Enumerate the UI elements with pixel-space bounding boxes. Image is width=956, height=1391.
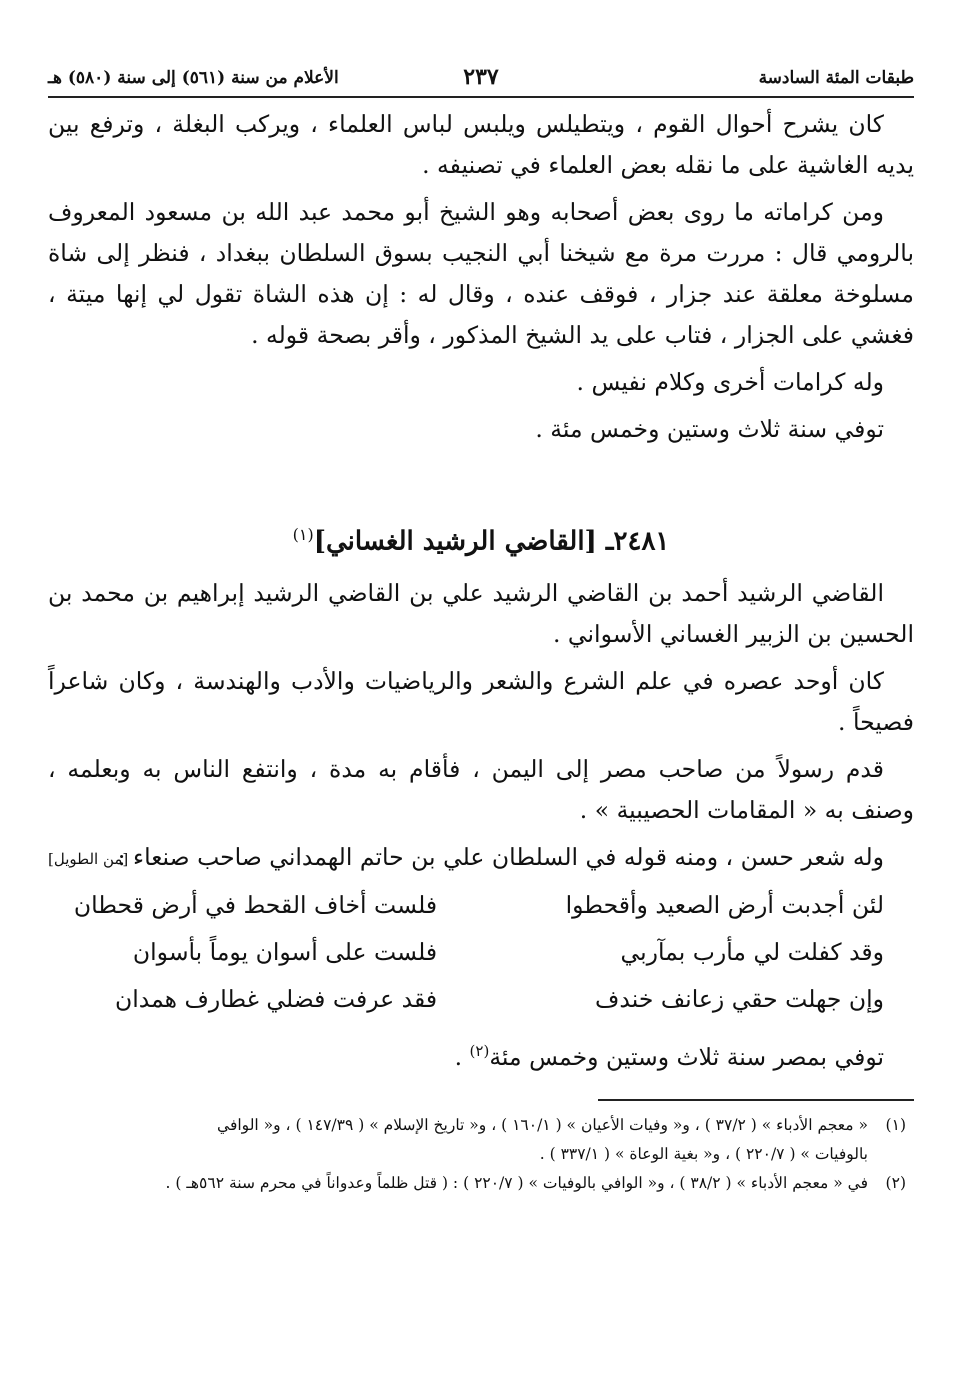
footnote-number: (٢) <box>885 1174 906 1193</box>
paragraph: كان يشرح أحوال القوم ، ويتطيلس ويلبس لباس العلماء ، ويركب البغلة ، وترفع بين يديه الغاشية على ما نقله بعض العلماء في تصنيفه . <box>48 110 914 179</box>
poem-meter: [من الطويل] <box>48 849 129 868</box>
poem-intro <box>48 837 914 878</box>
footnote-number: (١) <box>885 1116 906 1135</box>
poem <box>48 882 914 1023</box>
verse-second-hemistich: فقد عرفت فضلي غطارف همدان <box>114 984 438 1013</box>
header-year-range: الأعلام من سنة (٥٦١) إلى سنة (٥٨٠) هـ <box>48 68 339 88</box>
entry-body <box>48 573 914 1078</box>
entry-title: ٢٤٨١ـ [القاضي الرشيد الغساني] <box>313 526 670 557</box>
verse-second-hemistich: فلست أخاف القحط في أرض قحطان <box>73 890 438 919</box>
death-line <box>48 1031 914 1078</box>
footnote-ref: (١) <box>292 525 314 544</box>
death-end: . <box>454 1042 470 1071</box>
verse <box>48 929 914 976</box>
footnote-continuation: بالوفيات » ( ٢٢٠/٧ ) ، و« بغية الوعاة » ( ٣٣٧/١ ) . <box>539 1145 868 1164</box>
paragraph: قدم رسولاً من صاحب مصر إلى اليمن ، فأقام به مدة ، وانتفع الناس به وبعلمه ، وصنف به « المقامات الحصيبية » . <box>48 754 914 824</box>
page-number: ٢٣٧ <box>463 64 499 90</box>
verse-first-hemistich: وقد كفلت لي مأرب بمآربي <box>620 937 884 966</box>
paragraph: القاضي الرشيد أحمد بن القاضي الرشيد علي بن القاضي الرشيد إبراهيم بن محمد بن الحسين بن الزبير الغساني الأسواني . <box>48 578 914 648</box>
footnote-ref: (٢) <box>469 1041 490 1060</box>
verse <box>48 976 914 1023</box>
previous-entry-text <box>48 104 914 450</box>
footnote-separator <box>598 1099 914 1101</box>
paragraph: توفي سنة ثلاث وستين وخمس مئة . <box>535 415 884 443</box>
verse-first-hemistich: وإن جهلت حقي زعانف خندف <box>595 984 884 1013</box>
paragraph: كان أوحد عصره في علم الشرع والشعر والرياضيات والأدب والهندسة ، وكان شاعراً فصيحاً . <box>48 666 914 736</box>
paragraph: ومن كراماته ما روى بعض أصحابه وهو الشيخ أبو محمد عبد الله بن مسعود المعروف بالرومي قال : مررت مرة مع شيخنا أبي النجيب بسوق السلطان ببغداد ، فنظر إلى شاة مسلوخة معلقة عند جزار ، فوقف عنده ، وقال له : إن هذه الشاة تقول لي إنها ميتة ، فغشي على الجزار ، فتاب على يد الشيخ المذكور ، وأقر بصحة قوله . <box>48 198 914 349</box>
verse-second-hemistich: فلست على أسوان يوماً بأسوان <box>132 937 438 966</box>
book-page <box>48 62 914 1198</box>
footnotes <box>48 1111 914 1198</box>
verse <box>48 882 914 929</box>
header-section-title: طبقات المئة السادسة <box>758 68 914 88</box>
paragraph: وله كرامات أخرى وكلام نفيس . <box>576 368 884 396</box>
footnote <box>48 1169 914 1198</box>
death-text: توفي بمصر سنة ثلاث وستين وخمس مئة <box>489 1042 884 1071</box>
poem-intro-text: وله شعر حسن ، ومنه قوله في السلطان علي بن حاتم الهمداني صاحب صنعاء : <box>117 842 884 871</box>
verse-first-hemistich: لئن أجدبت أرض الصعيد وأقحطوا <box>565 890 884 919</box>
running-header <box>48 62 914 98</box>
footnote-text: « معجم الأدباء » ( ٣٧/٢ ) ، و« وفيات الأعيان » ( ١٦٠/١ ) ، و« تاريخ الإسلام » ( ١٤٧/٣٩ ) ، و« الوافي <box>217 1116 868 1135</box>
entry-heading <box>48 512 914 565</box>
footnote <box>48 1111 914 1140</box>
footnote-text: في « معجم الأدباء » ( ٣٨/٢ ) ، و« الوافي بالوفيات » ( ٢٢٠/٧ ) : ( قتل ظلماً وعدواناً في محرم سنة ٥٦٢هـ ) . <box>165 1174 868 1193</box>
